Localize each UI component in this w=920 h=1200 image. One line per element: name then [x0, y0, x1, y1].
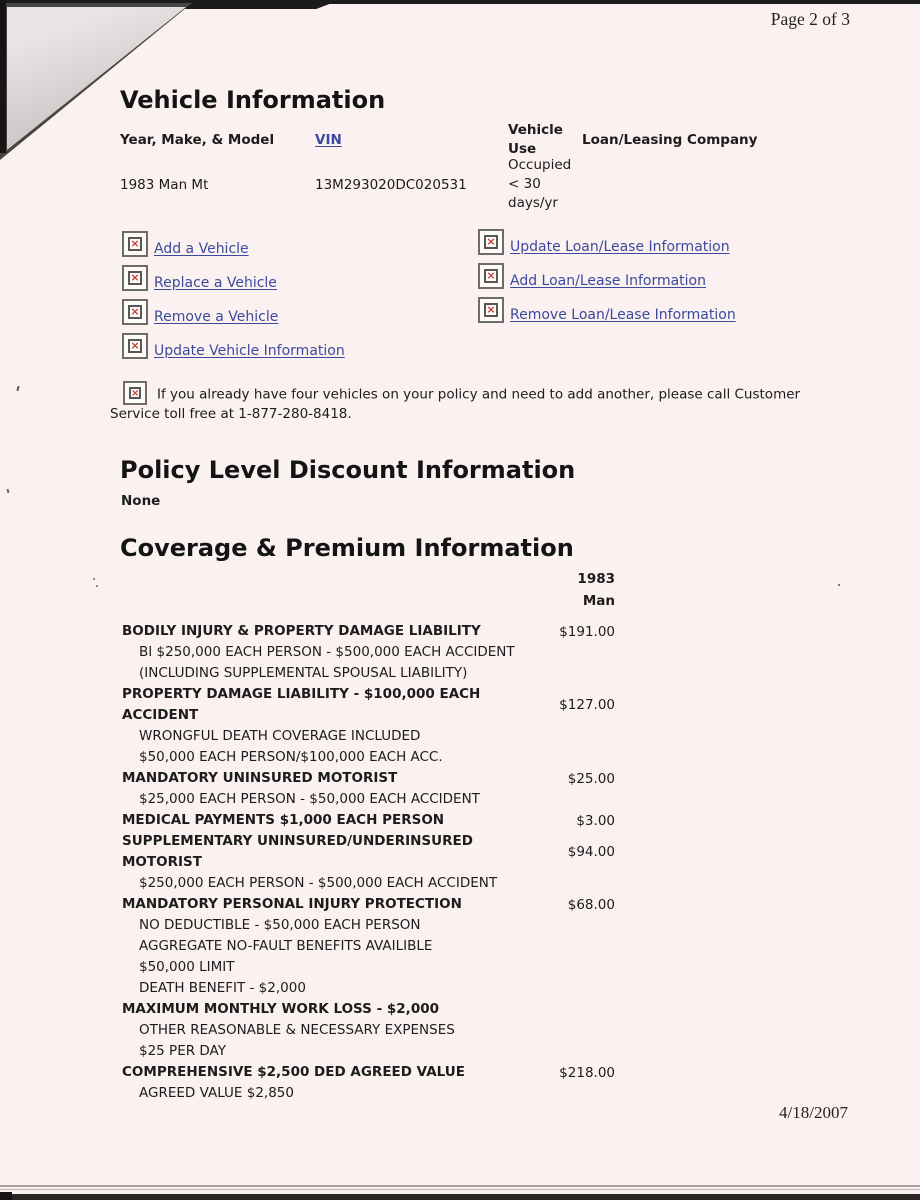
coverage-detail: $25 PER DAY: [139, 1043, 226, 1059]
scan-speck: [16, 386, 19, 391]
coverage-label: MAXIMUM MONTHLY WORK LOSS - $2,000: [122, 1001, 439, 1017]
update-loan-lease-link[interactable]: Update Loan/Lease Information: [510, 239, 730, 255]
coverage-label: PROPERTY DAMAGE LIABILITY - $100,000 EACH ACCIDENT: [122, 686, 481, 723]
four-vehicles-note-text: If you already have four vehicles on your policy and need to add another, please call Customer Service toll free at 1-877-280-8418.: [110, 386, 801, 422]
coverage-detail: AGREED VALUE $2,850: [139, 1085, 294, 1101]
coverage-detail: OTHER REASONABLE & NECESSARY EXPENSES: [139, 1022, 455, 1038]
replace-vehicle-link[interactable]: Replace a Vehicle: [154, 275, 277, 291]
coverage-amount: $127.00: [559, 697, 615, 713]
coverage-detail: NO DEDUCTIBLE - $50,000 EACH PERSON: [139, 917, 421, 933]
broken-image-icon[interactable]: ×: [122, 231, 148, 257]
coverage-column-header: [120, 569, 617, 612]
coverage-detail: DEATH BENEFIT - $2,000: [139, 980, 306, 996]
vehicle-table-row: [120, 156, 820, 213]
column-header-loan-company: Loan/Leasing Company: [582, 132, 758, 148]
column-header-year-make-model: Year, Make, & Model: [120, 132, 275, 148]
coverage-premium-heading: Coverage & Premium Information: [120, 534, 574, 562]
column-header-vin-link[interactable]: VIN: [315, 132, 342, 148]
coverage-detail: AGGREGATE NO-FAULT BENEFITS AVAILIBLE: [139, 938, 433, 954]
coverage-detail: WRONGFUL DEATH COVERAGE INCLUDED: [139, 728, 421, 744]
coverage-amount: $191.00: [559, 623, 615, 640]
coverage-label: COMPREHENSIVE $2,500 DED AGREED VALUE: [122, 1064, 465, 1080]
policy-discount-heading: Policy Level Discount Information: [120, 456, 576, 484]
broken-image-icon[interactable]: ×: [122, 333, 148, 359]
coverage-label: MEDICAL PAYMENTS $1,000 EACH PERSON: [122, 812, 445, 828]
broken-image-icon[interactable]: ×: [122, 265, 148, 291]
coverage-label: BODILY INJURY & PROPERTY DAMAGE LIABILITY: [122, 623, 481, 639]
coverage-amount: $3.00: [576, 812, 615, 829]
scan-speck: [7, 489, 10, 493]
coverage-label: SUPPLEMENTARY UNINSURED/UNDERINSURED MOTORIST: [122, 833, 473, 870]
coverage-detail: $50,000 EACH PERSON/$100,000 EACH ACC.: [139, 749, 443, 765]
loan-links-list: [478, 229, 736, 331]
coverage-detail: $50,000 LIMIT: [139, 959, 235, 975]
broken-image-icon[interactable]: ×: [478, 297, 504, 323]
broken-image-icon: ×: [123, 381, 147, 405]
scan-line-bottom-1: [0, 1185, 920, 1187]
scan-line-bottom-2: [0, 1189, 920, 1190]
vehicle-table-header-row: [120, 121, 820, 159]
table-row: [122, 831, 742, 894]
broken-image-icon[interactable]: ×: [478, 263, 504, 289]
coverage-amount: $94.00: [567, 844, 615, 860]
coverage-amount: $218.00: [559, 1064, 615, 1081]
table-row: [122, 621, 742, 684]
update-vehicle-information-link[interactable]: Update Vehicle Information: [154, 343, 345, 359]
scan-edge-bottom-left: [0, 1192, 12, 1200]
table-row: [122, 894, 742, 999]
list-item: [122, 265, 345, 291]
coverage-label: MANDATORY PERSONAL INJURY PROTECTION: [122, 896, 462, 912]
column-header-vehicle-use: Vehicle Use: [508, 122, 563, 157]
vehicle-information-heading: Vehicle Information: [120, 86, 386, 114]
table-row: [122, 684, 742, 768]
vehicle-links-list: [122, 231, 345, 367]
document-date: 4/18/2007: [779, 1103, 848, 1122]
coverage-detail: $250,000 EACH PERSON - $500,000 EACH ACCIDENT: [139, 875, 498, 891]
remove-vehicle-link[interactable]: Remove a Vehicle: [154, 309, 279, 325]
scan-edge-left: [0, 0, 6, 153]
vehicle-vin: 13M293020DC020531: [315, 176, 467, 193]
table-row: [122, 768, 742, 810]
coverage-detail: (INCLUDING SUPPLEMENTAL SPOUSAL LIABILITY): [139, 665, 468, 681]
policy-discount-value: None: [121, 493, 161, 509]
list-item: [478, 297, 736, 323]
scan-speck: [93, 578, 95, 580]
table-row: [122, 810, 742, 831]
list-item: [122, 231, 345, 257]
scan-edge-bottom: [12, 1194, 920, 1200]
list-item: [478, 263, 736, 289]
remove-loan-lease-link[interactable]: Remove Loan/Lease Information: [510, 307, 736, 323]
coverage-detail: $25,000 EACH PERSON - $50,000 EACH ACCIDENT: [139, 791, 480, 807]
page-number: Page 2 of 3: [770, 9, 850, 29]
four-vehicles-note: [110, 381, 824, 425]
list-item: [478, 229, 736, 255]
broken-image-icon[interactable]: ×: [122, 299, 148, 325]
vehicle-use: Occupied < 30 days/yr: [508, 157, 572, 211]
coverage-label: MANDATORY UNINSURED MOTORIST: [122, 770, 398, 786]
coverage-table: [122, 621, 742, 1104]
coverage-column-header-year: 1983: [577, 571, 615, 587]
coverage-column-header-make: Man: [582, 592, 615, 609]
vehicle-year-make-model: 1983 Man Mt: [120, 176, 209, 193]
table-row: [122, 1062, 742, 1104]
add-vehicle-link[interactable]: Add a Vehicle: [154, 241, 249, 257]
scan-speck: [838, 584, 840, 586]
list-item: [122, 299, 345, 325]
coverage-amount: $68.00: [567, 896, 615, 913]
list-item: [122, 333, 345, 359]
scan-speck: [96, 585, 98, 587]
add-loan-lease-link[interactable]: Add Loan/Lease Information: [510, 273, 706, 289]
table-row: [122, 999, 742, 1062]
coverage-detail: BI $250,000 EACH PERSON - $500,000 EACH ACCIDENT: [139, 644, 515, 660]
coverage-amount: $25.00: [567, 770, 615, 787]
broken-image-icon[interactable]: ×: [478, 229, 504, 255]
